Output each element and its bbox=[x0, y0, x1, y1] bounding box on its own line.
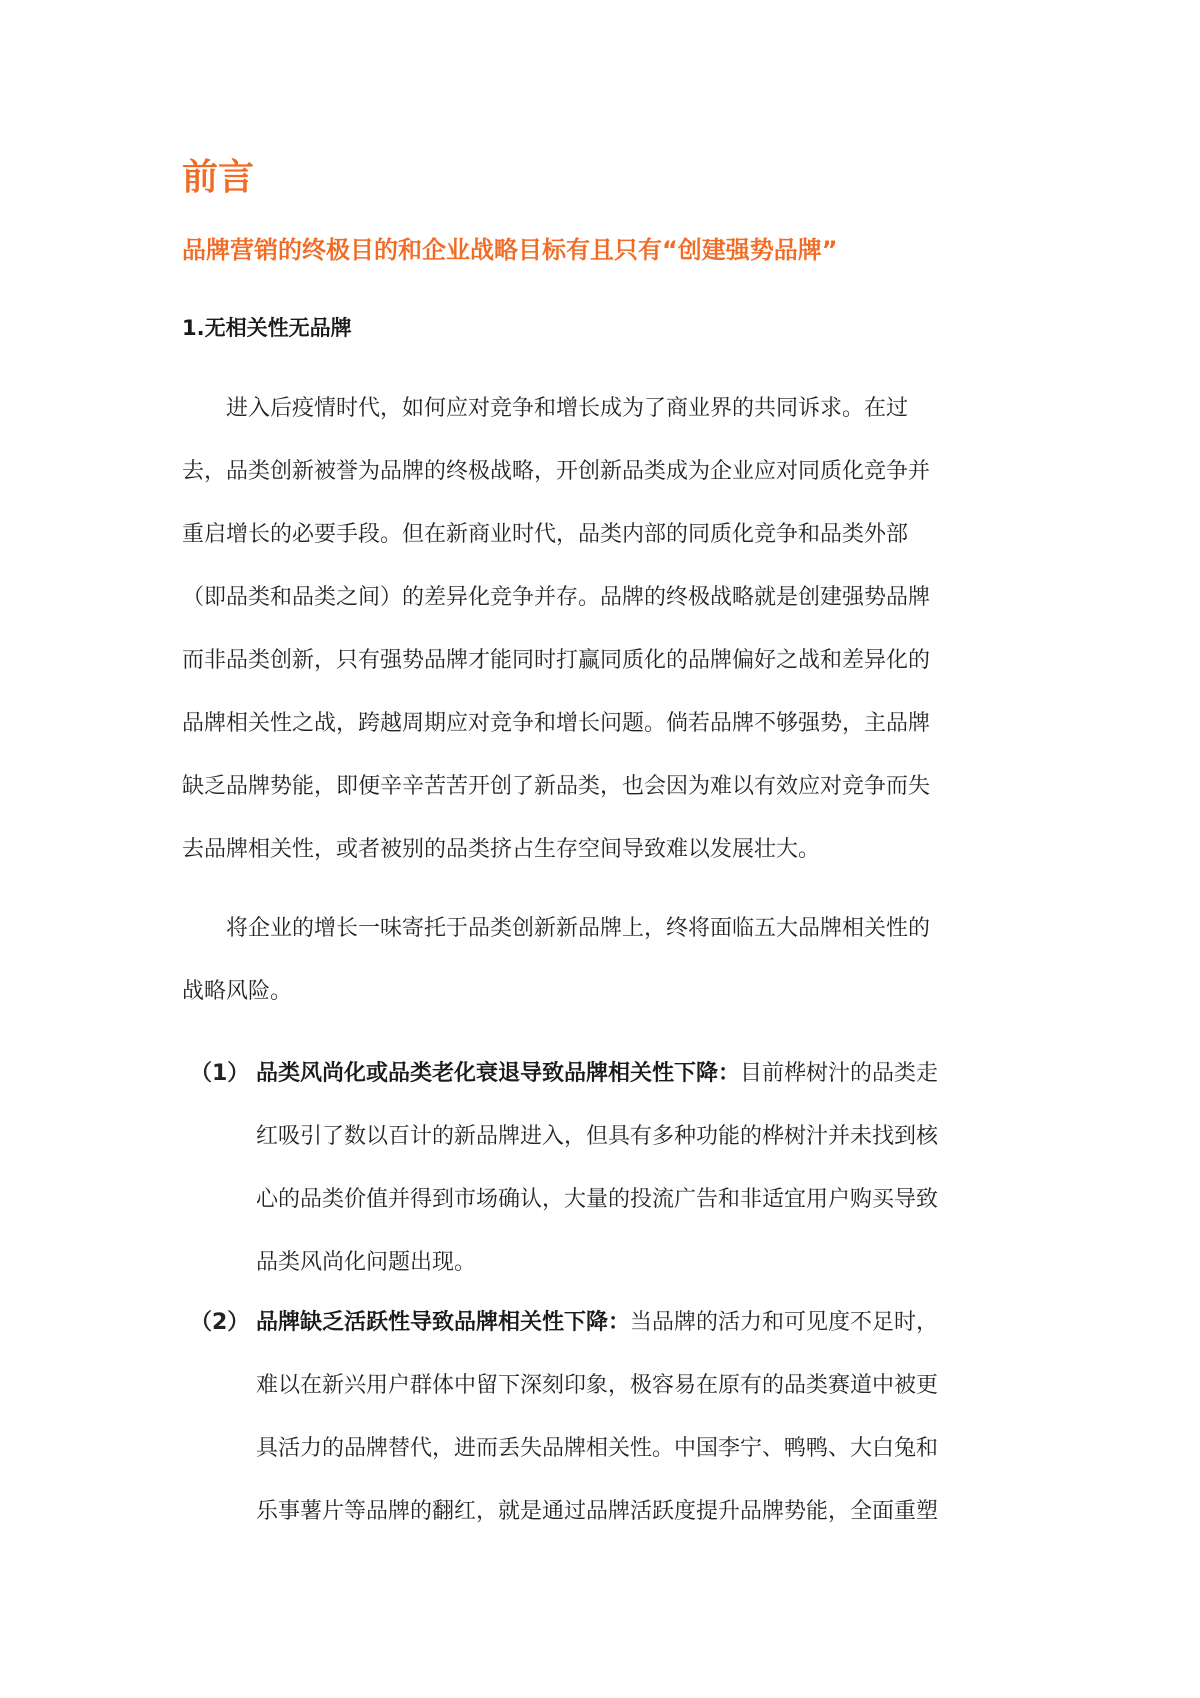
list-item-line: 红吸引了数以百计的新品牌进入，但具有多种功能的桦树汁并未找到核 bbox=[256, 1124, 939, 1149]
list-item-first-line bbox=[256, 1042, 1002, 1105]
list-item-line: 具活力的品牌替代，进而丢失品牌相关性。中国李宁、鸭鸭、大白兔和 bbox=[256, 1436, 939, 1461]
list-item-text: 当品牌的活力和可见度不足时， bbox=[630, 1310, 939, 1335]
paragraph-line: 缺乏品牌势能，即便辛辛苦苦开创了新品类，也会因为难以有效应对竞争而失 bbox=[182, 774, 931, 799]
paragraph-line: 品牌相关性之战，跨越周期应对竞争和增长问题。倘若品牌不够强势，主品牌 bbox=[182, 711, 931, 736]
paragraph-line: 进入后疫情时代，如何应对竞争和增长成为了商业界的共同诉求。在过 bbox=[182, 396, 909, 421]
list-item-body bbox=[256, 1042, 1002, 1294]
paragraph-line: 重启增长的必要手段。但在新商业时代，品类内部的同质化竞争和品类外部 bbox=[182, 522, 909, 547]
section-heading: 1.无相关性无品牌 bbox=[182, 316, 352, 340]
list-item-lead: 品类风尚化或品类老化衰退导致品牌相关性下降： bbox=[256, 1061, 741, 1086]
list-item-line: 品类风尚化问题出现。 bbox=[256, 1250, 477, 1275]
list-item-text: 目前桦树汁的品类走 bbox=[740, 1061, 939, 1086]
list-item-line: 难以在新兴用户群体中留下深刻印象，极容易在原有的品类赛道中被更 bbox=[256, 1373, 939, 1398]
page-title: 前言 bbox=[182, 157, 255, 198]
paragraph-line: 去品牌相关性，或者被别的品类挤占生存空间导致难以发展壮大。 bbox=[182, 837, 821, 862]
paragraph bbox=[182, 897, 1002, 1023]
paragraph-line: 而非品类创新，只有强势品牌才能同时打赢同质化的品牌偏好之战和差异化的 bbox=[182, 648, 931, 673]
list-item-number: （1） bbox=[190, 1061, 250, 1086]
list-item-first-line bbox=[256, 1291, 1002, 1354]
list-item-number: （2） bbox=[190, 1310, 250, 1335]
paragraph-line: 战略风险。 bbox=[182, 979, 293, 1004]
paragraph-line: 将企业的增长一味寄托于品类创新新品牌上，终将面临五大品牌相关性的 bbox=[182, 916, 931, 941]
list-item-lead: 品牌缺乏活跃性导致品牌相关性下降： bbox=[256, 1310, 631, 1335]
paragraph-line: 去，品类创新被誉为品牌的终极战略，开创新品类成为企业应对同质化竞争并 bbox=[182, 459, 931, 484]
list-item-line: 心的品类价值并得到市场确认，大量的投流广告和非适宜用户购买导致 bbox=[256, 1187, 939, 1212]
page-subtitle: 品牌营销的终极目的和企业战略目标有且只有“创建强势品牌” bbox=[182, 236, 838, 264]
paragraph bbox=[182, 377, 1002, 881]
paragraph-line: （即品类和品类之间）的差异化竞争并存。品牌的终极战略就是创建强势品牌 bbox=[182, 585, 931, 610]
list-item-line: 乐事薯片等品牌的翻红，就是通过品牌活跃度提升品牌势能，全面重塑 bbox=[256, 1499, 939, 1524]
list-item-body bbox=[256, 1291, 1002, 1543]
